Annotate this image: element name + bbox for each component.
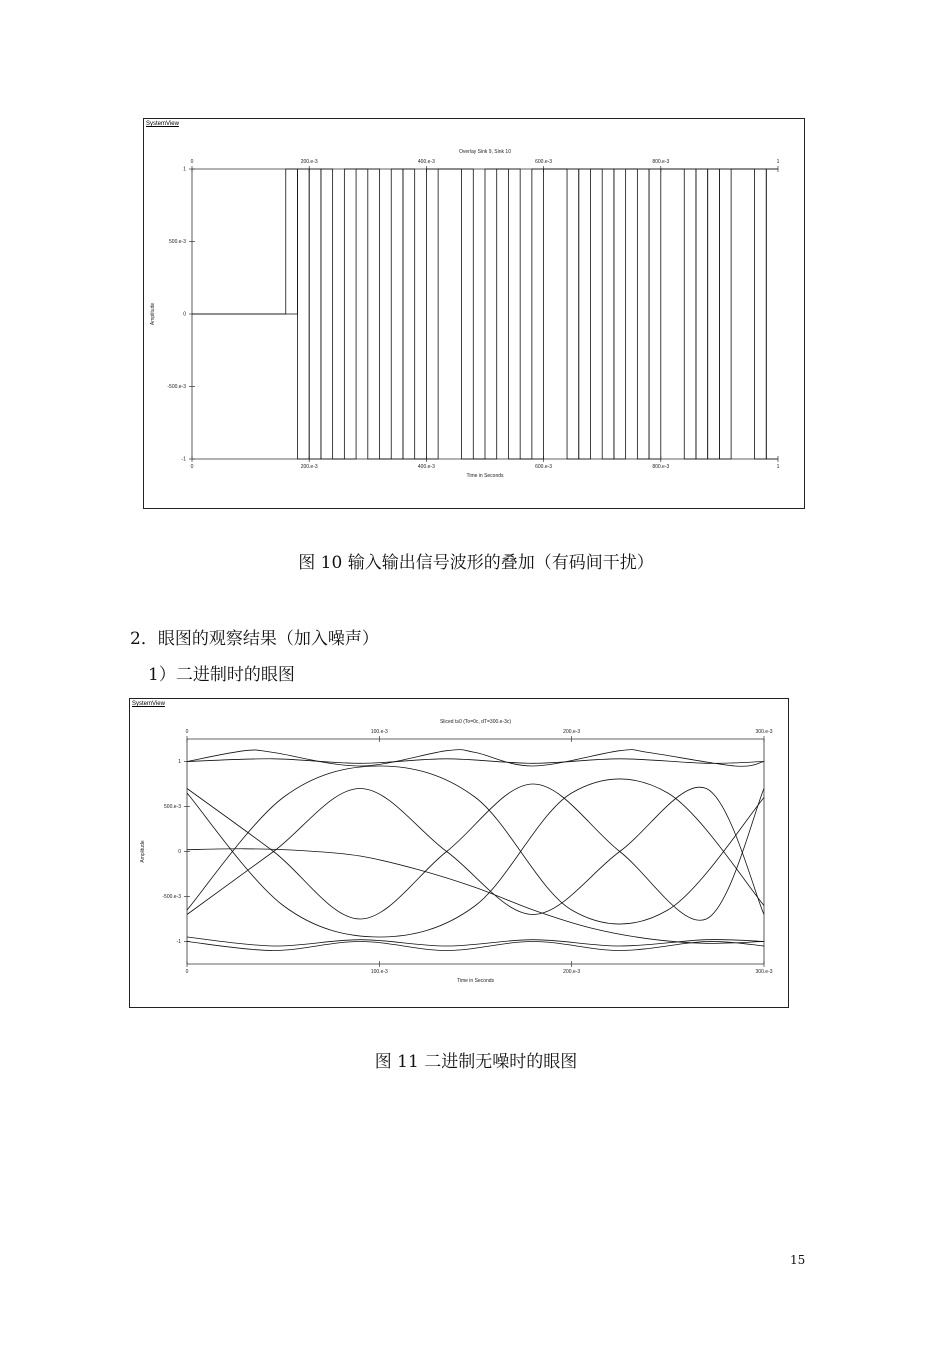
figure-10-caption: 图 10 输入输出信号波形的叠加（有码间干扰） bbox=[298, 553, 654, 573]
figure-10-chart bbox=[144, 119, 804, 508]
figure-10 bbox=[143, 118, 805, 509]
x-tick-label-bottom: 100.e-3 bbox=[370, 969, 388, 975]
y-tick-label: 0 bbox=[183, 311, 186, 318]
section-heading: 2．眼图的观察结果（加入噪声） bbox=[130, 629, 379, 649]
x-tick-label-bottom: 300.e-3 bbox=[755, 969, 773, 975]
x-tick-label-top: 600.e-3 bbox=[535, 159, 553, 165]
y-tick-label: 500.e-3 bbox=[169, 239, 186, 246]
x-tick-label-bottom: 400.e-3 bbox=[417, 464, 435, 470]
y-tick-label: 500.e-3 bbox=[164, 804, 181, 811]
x-tick-label-bottom: 600.e-3 bbox=[535, 464, 553, 470]
y-tick-label: -1 bbox=[176, 939, 181, 946]
x-tick-label-top: 1 bbox=[776, 159, 780, 165]
figure-11-caption: 图 11 二进制无噪时的眼图 bbox=[374, 1052, 578, 1072]
x-tick-label-bottom: 1 bbox=[776, 464, 780, 470]
x-tick-label-top: 300.e-3 bbox=[755, 729, 773, 735]
x-tick-label-top: 100.e-3 bbox=[370, 729, 388, 735]
x-tick-label-top: 200.e-3 bbox=[300, 159, 318, 165]
x-tick-label-bottom: 200.e-3 bbox=[563, 969, 581, 975]
x-axis-label: Time in Seconds bbox=[456, 978, 495, 984]
y-tick-label: 1 bbox=[183, 166, 186, 173]
y-tick-label: -1 bbox=[181, 456, 186, 463]
x-tick-label-top: 400.e-3 bbox=[417, 159, 435, 165]
series-line-6 bbox=[187, 787, 764, 914]
x-tick-label-top: 800.e-3 bbox=[652, 159, 670, 165]
systemview-label[interactable]: SystemView bbox=[146, 121, 179, 127]
y-tick-label: 1 bbox=[178, 759, 181, 766]
y-axis-label: Amplitude bbox=[150, 302, 156, 326]
series-line-8 bbox=[187, 766, 764, 924]
chart-title: Sliced t≥0 (To=0c, dT=300.e-3c) bbox=[439, 719, 512, 725]
chart-title: Overlay Sink 9, Sink 10 bbox=[459, 149, 511, 155]
x-tick-label-bottom: 200.e-3 bbox=[300, 464, 318, 470]
page-number: 15 bbox=[790, 1253, 806, 1267]
series-line-3 bbox=[187, 759, 764, 764]
x-tick-label-top: 0 bbox=[185, 729, 189, 735]
figure-11-chart bbox=[130, 699, 788, 1007]
y-tick-label: -500.e-3 bbox=[167, 384, 186, 391]
x-tick-label-top: 0 bbox=[190, 159, 194, 165]
series-line-1 bbox=[187, 750, 764, 767]
y-tick-label: 0 bbox=[178, 849, 181, 856]
x-tick-label-bottom: 800.e-3 bbox=[652, 464, 670, 470]
series-line-7 bbox=[187, 779, 764, 937]
x-tick-label-bottom: 0 bbox=[185, 969, 189, 975]
y-axis-label: Amplitude bbox=[140, 840, 146, 863]
series-line-5 bbox=[187, 784, 764, 920]
subsection-heading: 1）二进制时的眼图 bbox=[148, 665, 295, 685]
series-line-9 bbox=[187, 849, 764, 944]
y-tick-label: -500.e-3 bbox=[162, 894, 181, 901]
x-axis-label: Time in Seconds bbox=[466, 473, 504, 479]
x-tick-label-top: 200.e-3 bbox=[563, 729, 581, 735]
x-tick-label-bottom: 0 bbox=[190, 464, 194, 470]
figure-11 bbox=[129, 698, 789, 1008]
systemview-label[interactable]: SystemView bbox=[132, 701, 165, 707]
